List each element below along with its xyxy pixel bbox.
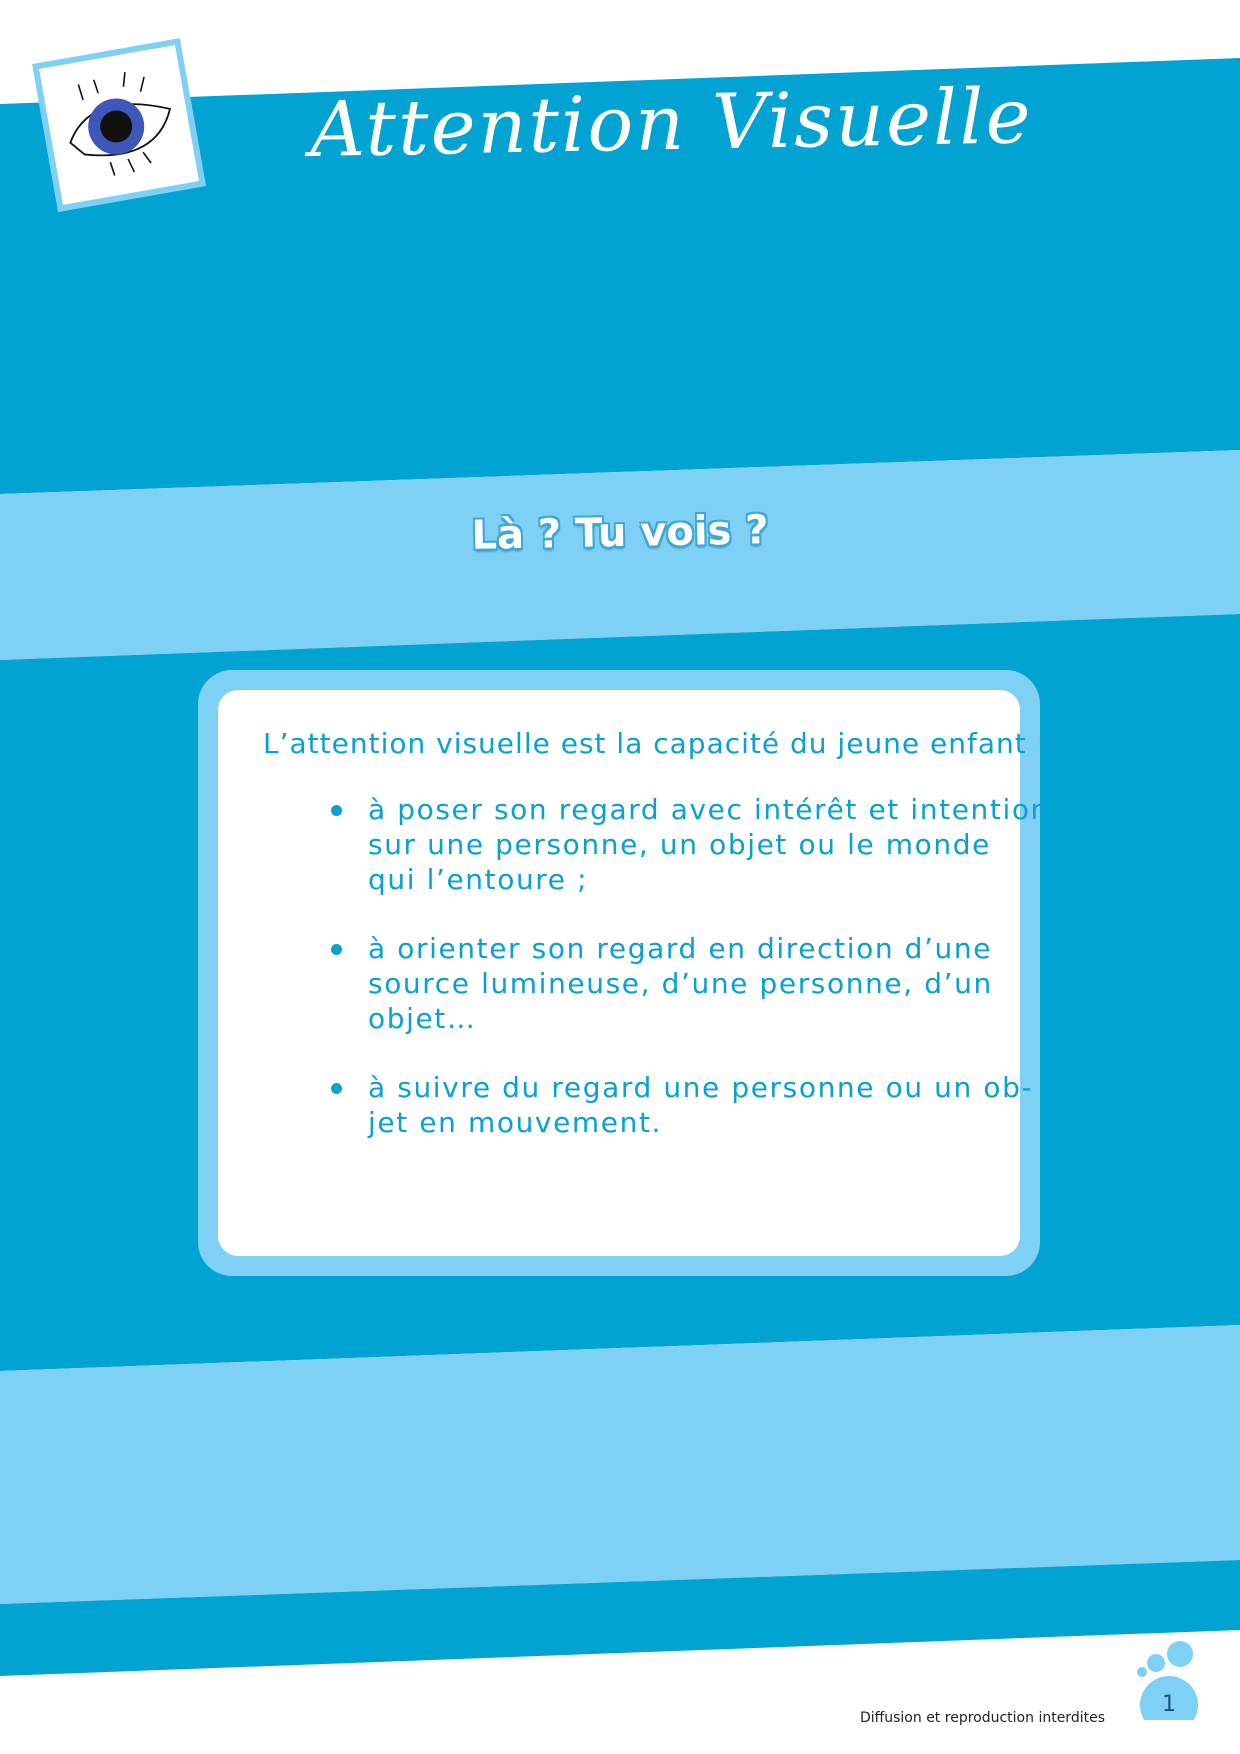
bullet-icon: [331, 944, 342, 955]
list-item-line: à suivre du regard une personne ou un ob-: [368, 1071, 1034, 1104]
eye-logo: [32, 38, 206, 212]
list-item: [263, 792, 1050, 897]
list-item-line: à poser son regard avec intérêt et intention: [368, 793, 1050, 826]
list-item-line: jet en mouvement.: [368, 1106, 663, 1139]
bullet-icon: [331, 1083, 342, 1094]
list-item-line: source lumineuse, d’une personne, d’un: [368, 967, 993, 1000]
list-item-line: à orienter son regard en direction d’une: [368, 932, 993, 965]
list-item-line: sur une personne, un objet ou le monde: [368, 828, 991, 861]
page-subtitle: Là ? Tu vois ?: [471, 507, 769, 559]
footer-notice: Diffusion et reproduction interdites: [859, 1710, 1105, 1726]
intro-text: L’attention visuelle est la capacité du jeune enfant :: [263, 727, 1048, 760]
bullet-icon: [331, 805, 342, 816]
list-item: [263, 1070, 1034, 1140]
lower-light-band: [0, 1325, 1240, 1604]
page-number: 1: [1162, 1692, 1176, 1717]
info-card: [198, 670, 1050, 1276]
list-item-line: qui l’entoure ;: [368, 863, 589, 896]
info-card-content: [218, 690, 1050, 1256]
list-item-line: objet…: [368, 1002, 477, 1035]
page-title: Attention Visuelle: [309, 71, 1034, 174]
eye-icon: [39, 45, 199, 205]
list-item: [263, 931, 998, 1036]
bullet-list: [263, 792, 1050, 1140]
